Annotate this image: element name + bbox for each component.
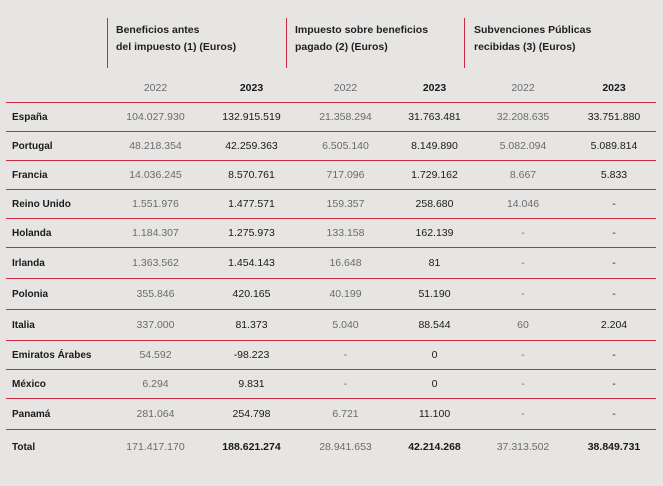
table-row: [6, 103, 656, 132]
table-cell: 32.208.635: [474, 103, 572, 132]
table-cell: 54.592: [104, 341, 207, 370]
table-cell: 1.275.973: [207, 219, 296, 248]
header-beneficios-line2: del impuesto (1) (Euros): [116, 41, 237, 53]
year-label: 2023: [395, 74, 474, 103]
year-label: 2023: [572, 74, 656, 103]
table-cell: 1.477.571: [207, 190, 296, 219]
year-label: 2023: [207, 74, 296, 103]
table-cell: 8.570.761: [207, 161, 296, 190]
table-cell: 1.184.307: [104, 219, 207, 248]
year-header-row: [6, 74, 656, 103]
table-cell: 5.082.094: [474, 132, 572, 161]
table-cell: 254.798: [207, 399, 296, 430]
table-cell: 132.915.519: [207, 103, 296, 132]
table-cell: 6.294: [104, 370, 207, 399]
header-impuesto-line1: Impuesto sobre beneficios: [295, 24, 429, 36]
table-cell: 42.259.363: [207, 132, 296, 161]
table-cell: 1.454.143: [207, 248, 296, 279]
table-cell: 88.544: [395, 310, 474, 341]
header-subvenciones-line2: recibidas (3) (Euros): [474, 41, 576, 53]
table-cell: 420.165: [207, 279, 296, 310]
table-cell: 5.040: [296, 310, 395, 341]
table-cell: 162.139: [395, 219, 474, 248]
table-cell: 1.551.976: [104, 190, 207, 219]
header-subvenciones-line1: Subvenciones Públicas: [474, 24, 592, 36]
table-cell: -: [296, 370, 395, 399]
total-cell: 188.621.274: [222, 441, 281, 453]
table-cell: 8.667: [474, 161, 572, 190]
financial-table: [6, 74, 656, 464]
table-cell: -: [572, 370, 656, 399]
country-name: Reino Unido: [6, 190, 104, 219]
total-label: Total: [12, 441, 36, 453]
year-label: 2022: [474, 74, 572, 103]
table-cell: 14.036.245: [104, 161, 207, 190]
table-cell: 717.096: [296, 161, 395, 190]
table-cell: -: [572, 219, 656, 248]
table-row: [6, 370, 656, 399]
table-cell: -98.223: [207, 341, 296, 370]
total-row: [6, 430, 656, 465]
header-beneficios: [116, 22, 236, 56]
table-cell: -: [474, 399, 572, 430]
table-row: [6, 248, 656, 279]
header-divider: [286, 18, 287, 68]
table-cell: 81.373: [207, 310, 296, 341]
total-cell: 171.417.170: [126, 441, 185, 453]
table-cell: -: [572, 190, 656, 219]
table-cell: 21.358.294: [296, 103, 395, 132]
table-cell: 51.190: [395, 279, 474, 310]
table-cell: 40.199: [296, 279, 395, 310]
table-row: [6, 399, 656, 430]
country-name: Francia: [6, 161, 104, 190]
table-cell: 0: [395, 370, 474, 399]
table-cell: -: [474, 370, 572, 399]
table-cell: 9.831: [207, 370, 296, 399]
table-cell: 133.158: [296, 219, 395, 248]
table-cell: -: [572, 279, 656, 310]
table-cell: 14.046: [474, 190, 572, 219]
table-cell: 5.833: [572, 161, 656, 190]
country-name: Panamá: [6, 399, 104, 430]
table-cell: -: [572, 248, 656, 279]
table-cell: 0: [395, 341, 474, 370]
table-cell: 33.751.880: [572, 103, 656, 132]
header-beneficios-line1: Beneficios antes: [116, 24, 200, 36]
header-subvenciones: [474, 22, 591, 56]
country-name: Italia: [6, 310, 104, 341]
country-name: Polonia: [6, 279, 104, 310]
table-cell: -: [474, 219, 572, 248]
header-divider: [107, 18, 108, 68]
table-cell: 2.204: [572, 310, 656, 341]
table-cell: 104.027.930: [104, 103, 207, 132]
country-name: Emiratos Árabes: [6, 341, 104, 370]
table-cell: -: [296, 341, 395, 370]
table-cell: 1.363.562: [104, 248, 207, 279]
country-name: México: [6, 370, 104, 399]
table-cell: 6.721: [296, 399, 395, 430]
table-cell: 60: [474, 310, 572, 341]
total-cell: 28.941.653: [319, 441, 372, 453]
table-cell: 31.763.481: [395, 103, 474, 132]
year-label: 2022: [104, 74, 207, 103]
table-cell: -: [572, 341, 656, 370]
table-cell: 1.729.162: [395, 161, 474, 190]
country-name: Holanda: [6, 219, 104, 248]
table-cell: 281.064: [104, 399, 207, 430]
total-cell: 37.313.502: [496, 441, 550, 453]
table-row: [6, 341, 656, 370]
total-cell: 42.214.268: [408, 441, 461, 453]
table-row: [6, 161, 656, 190]
table-cell: -: [474, 279, 572, 310]
table-cell: 16.648: [296, 248, 395, 279]
table-cell: 11.100: [395, 399, 474, 430]
table-cell: -: [474, 341, 572, 370]
table-cell: 355.846: [104, 279, 207, 310]
table-row: [6, 132, 656, 161]
header-impuesto-line2: pagado (2) (Euros): [295, 41, 388, 53]
country-name: España: [6, 103, 104, 132]
table-cell: 8.149.890: [395, 132, 474, 161]
total-cell: 38.849.731: [587, 441, 641, 453]
header-impuesto: [295, 22, 428, 56]
year-header-empty: [6, 74, 104, 103]
country-name: Portugal: [6, 132, 104, 161]
table-cell: 159.357: [296, 190, 395, 219]
table-row: [6, 219, 656, 248]
table-cell: 81: [395, 248, 474, 279]
table-row: [6, 279, 656, 310]
country-name: Irlanda: [6, 248, 104, 279]
table-cell: 6.505.140: [296, 132, 395, 161]
table-cell: 48.218.354: [104, 132, 207, 161]
year-label: 2022: [296, 74, 395, 103]
table-cell: 5.089.814: [572, 132, 656, 161]
table-cell: 258.680: [395, 190, 474, 219]
table-row: [6, 190, 656, 219]
table-cell: -: [572, 399, 656, 430]
table-cell: -: [474, 248, 572, 279]
table-row: [6, 310, 656, 341]
header-divider: [464, 18, 465, 68]
table-cell: 337.000: [104, 310, 207, 341]
